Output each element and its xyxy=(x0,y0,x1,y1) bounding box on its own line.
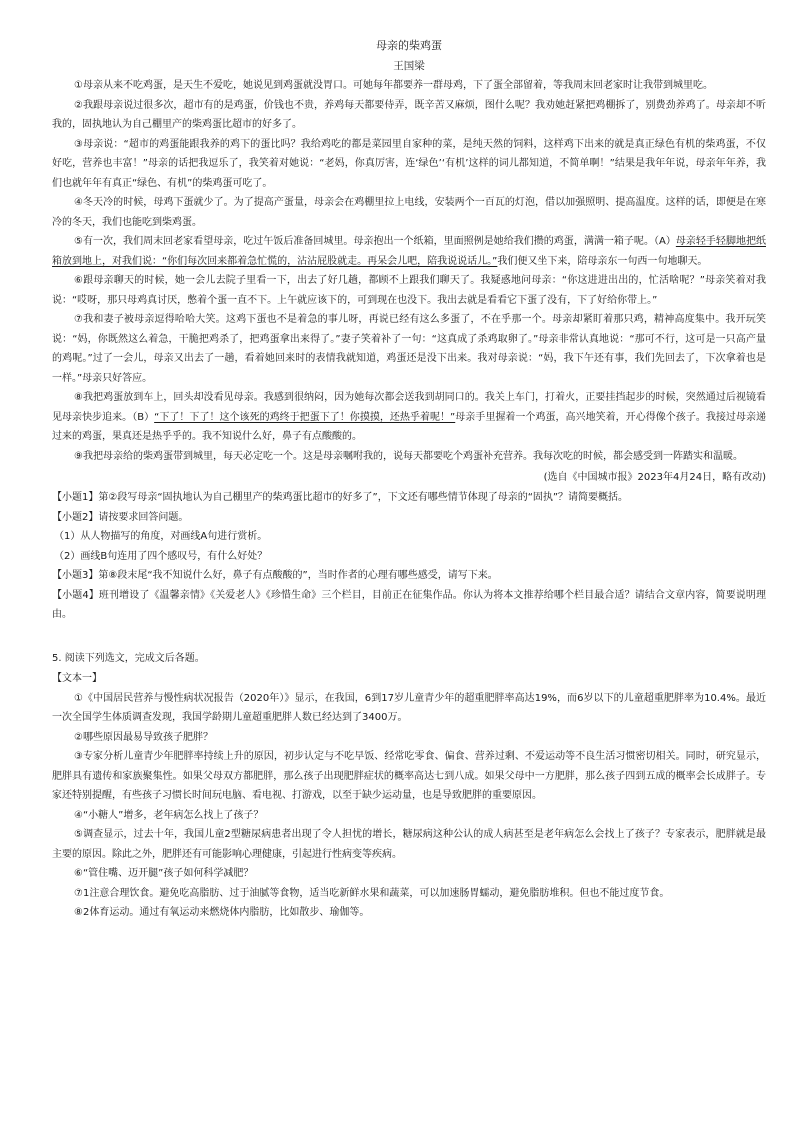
section-5-paragraph: ④“小糖人”增多，老年病怎么找上了孩子？ xyxy=(74,809,264,821)
section-5-body xyxy=(52,689,766,923)
question-item: 【小题3】第⑧段末尾“我不知说什么好，鼻子有点酸酸的”，当时作者的心理有哪些感受，请写下来。 xyxy=(52,570,498,581)
question-item: （2）画线B句连用了四个感叹号，有什么好处？ xyxy=(54,550,268,562)
article-paragraph xyxy=(52,271,766,310)
paragraph-text: ③母亲说：“超市的鸡蛋能跟我养的鸡下的蛋比吗？我给鸡吃的都是菜园里自家种的菜，是纯天然的饲料，这样鸡下出来的就是真正绿色有机的柴鸡蛋，不仅好吃，营养也丰富！”母亲的话把我逗乐了，我笑着对她说：“老妈，你真厉害，连‘绿色’‘有机’这样的词儿都知道，不简单啊！”结果是我年年说，母亲年年养，我们也就年年有真正“绿色、有机”的柴鸡蛋可吃了。 xyxy=(52,138,766,189)
paragraph-text: ⑦我和妻子被母亲逗得哈哈大笑。这鸡下蛋也不是着急的事儿呀，再说已经有这么多蛋了，不在乎那一个。母亲却紧盯着那只鸡，精神高度集中。我开玩笑说：“妈，你既然这么着急，干脆把鸡杀了，把鸡蛋拿出来得了。”妻子笑着补了一句：“这真成了杀鸡取卵了。”母亲非常认真地说：“那可不行，这可是一只高产量的鸡呢。”过了一会儿，母亲又出去了一趟，看着她回来时的表情我就知道，鸡蛋还是没下出来。我对母亲说：“妈，我下午还有事，我们先回去了，下次拿着也是一样。”母亲只好答应。 xyxy=(52,314,766,384)
text-one-label: 【文本一】 xyxy=(52,672,102,684)
article-paragraph xyxy=(52,193,766,232)
paragraph-text: 我们便又坐下来，陪母亲东一句西一句地聊天。 xyxy=(497,255,708,267)
section-5-paragraph: ⑤调查显示，过去十年，我国儿童2型糖尿病患者出现了令人担忧的增长，糖尿病这种公认的成人病甚至是老年病怎么会找上了孩子？专家表示，肥胖就是最主要的原因。除此之外，肥胖还有可能影响心理健康，引起进行性病变等疾病。 xyxy=(52,829,766,860)
question-item: 【小题4】班刊增设了《温馨亲情》《关爱老人》《珍惜生命》三个栏目，目前正在征集作品。你认为将本文推荐给哪个栏目最合适？请结合文章内容，简要说明理由。 xyxy=(52,589,766,620)
paragraph-text: ⑤有一次，我们周末回老家看望母亲，吃过午饭后准备回城里。母亲抱出一个纸箱，里面照例是她给我们攒的鸡蛋，满满一箱子呢。（A） xyxy=(74,236,676,247)
section-5-paragraph: ③专家分析儿童青少年肥胖率持续上升的原因，初步认定与不吃早饭、经常吃零食、偏食、营养过剩、不爱运动等不良生活习惯密切相关。同时，研究显示，肥胖具有遗传和家族聚集性。如果父母双方都肥胖，那么孩子出现肥胖症状的概率高达七到八成。如果父母中一方肥胖，那么孩子四到五成的概率会长成胖子。专家还特别提醒，有些孩子习惯长时间玩电脑、看电视、打游戏，以至于缺少运动量，也是导致肥胖的重要原因。 xyxy=(52,751,766,801)
section-5-heading: 5. 阅读下列选文，完成文后各题。 xyxy=(52,652,205,664)
section-5-paragraph: ②哪些原因最易导致孩子肥胖？ xyxy=(74,731,213,743)
section-5-paragraph: ⑧2体育运动。通过有氧运动来燃烧体内脂肪，比如散步、瑜伽等。 xyxy=(74,907,370,918)
section-5-paragraph: ⑦1注意合理饮食。避免吃高脂肪、过于油腻等食物，适当吃新鲜水果和蔬菜，可以加速肠胃蠕动，避免脂肪堆积。但也不能过度节食。 xyxy=(74,887,670,899)
article-paragraph xyxy=(52,447,766,467)
article-body xyxy=(52,76,766,466)
paragraph-text: ⑧我把鸡蛋放到车上，回头却没看见母亲。我感到很纳闷，因为她每次都会送我到胡同口的。我关上车门，打着火，正要挂挡起步的时候，突然通过后视镜看见母亲快步追来。（B） xyxy=(52,392,766,423)
paragraph-text: ⑨我把母亲给的柴鸡蛋带到城里，每天必定吃一个。这是母亲嘱咐我的，说每天都要吃个鸡蛋补充营养。我每次吃的时候，都会感受到一阵踏实和温暖。 xyxy=(74,450,743,462)
article-title: 母亲的柴鸡蛋 xyxy=(376,39,442,52)
question-item: 【小题2】请按要求回答问题。 xyxy=(52,511,189,523)
paragraph-text: 母亲手里握着一个鸡蛋，高兴地笑着，开心得像个孩子。我接过母亲递过来的鸡蛋，果真还是热乎乎的。我不知说什么好，鼻子有点酸酸的。 xyxy=(52,411,766,442)
underlined-sentence: “下了！下了！这个该死的鸡终于把蛋下了！你摸摸，还热乎着呢！” xyxy=(154,411,456,423)
paragraph-text: ①母亲从来不吃鸡蛋，是天生不爱吃，她说见到鸡蛋就没胃口。可她每年都要养一群母鸡，下了蛋全部留着，等我周末回老家时让我带到城里吃。 xyxy=(74,80,713,91)
paragraph-text: ⑥跟母亲聊天的时候，她一会儿去院子里看一下，出去了好几趟，都顾不上跟我们聊天了。我疑惑地问母亲：“你这进进出出的，忙活啥呢？”母亲笑着对我说：“哎呀，那只母鸡真讨厌，憋着个蛋一直不下。上午就应该下的，可到现在也没下。我出去就是看看它下蛋了没有，下了好给你带上。” xyxy=(52,275,766,306)
article-paragraph xyxy=(52,388,766,447)
article-paragraph xyxy=(52,76,766,96)
article-paragraph xyxy=(52,135,766,194)
underlined-sentence: 母亲轻手轻脚地把纸箱放到地上，对我们说：“你们每次回来都着急忙慌的，沾沾屁股就走。再呆会儿吧，陪我说说话儿。” xyxy=(52,236,766,267)
article-source: (选自《中国城市报》2023年4月24日，略有改动) xyxy=(543,472,766,483)
article-paragraph xyxy=(52,232,766,271)
document-page xyxy=(52,38,766,923)
question-item: （1）从人物描写的角度，对画线A句进行赏析。 xyxy=(54,531,268,542)
question-list xyxy=(52,488,766,625)
section-5-paragraph: ⑥“管住嘴、迈开腿”孩子如何科学减肥？ xyxy=(74,868,254,879)
question-item: 【小题1】第②段写母亲“固执地认为自己棚里产的柴鸡蛋比超市的好多了”，下文还有哪些情节体现了母亲的“固执”？请简要概括。 xyxy=(52,492,629,503)
article-author: 王国梁 xyxy=(393,60,425,72)
section-gap xyxy=(52,625,766,649)
paragraph-text: ④冬天冷的时候，母鸡下蛋就少了。为了提高产蛋量，母亲会在鸡棚里拉上电线，安装两个一百瓦的灯泡，借以加强照明、提高温度。这样的话，即便是在寒冷的冬天，我们也能吃到柴鸡蛋。 xyxy=(52,197,766,228)
section-5-paragraph: ①《中国居民营养与慢性病状况报告（2020年）》显示，在我国，6到17岁儿童青少年的超重肥胖率高达19%，而6岁以下的儿童超重肥胖率为10.4%。最近一次全国学生体质调查发现，我国学龄期儿童超重肥胖人数已经达到了3400万。 xyxy=(52,692,766,723)
paragraph-text: ②我跟母亲说过很多次，超市有的是鸡蛋，价钱也不贵，养鸡每天都要侍弄，既辛苦又麻烦，图什么呢？我劝她赶紧把鸡棚拆了，别费劲养鸡了。母亲却不听我的，固执地认为自己棚里产的柴鸡蛋比超市的好多了。 xyxy=(52,99,766,130)
article-paragraph xyxy=(52,310,766,388)
article-paragraph xyxy=(52,96,766,135)
